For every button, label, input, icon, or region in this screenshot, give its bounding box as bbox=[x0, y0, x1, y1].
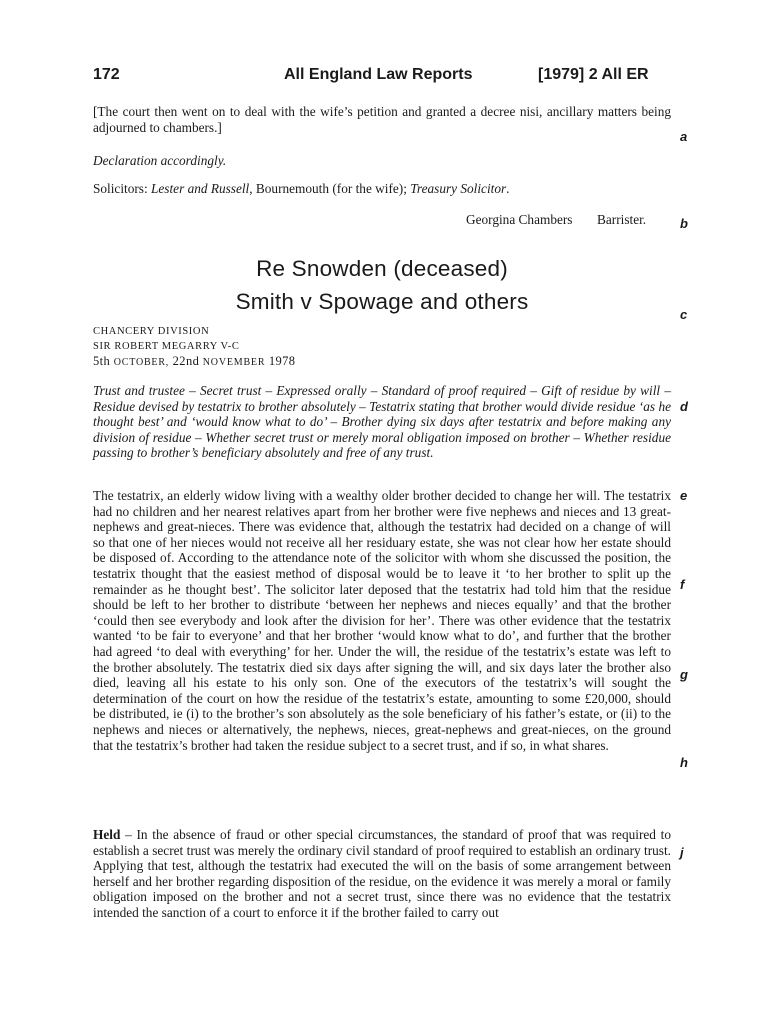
solicitors-end: . bbox=[506, 181, 510, 196]
margin-letter-c: c bbox=[680, 307, 688, 322]
headnote-facts: The testatrix, an elderly widow living with a wealthy older brother decided to change her will. The testatrix had no children and her nearest relatives apart from her brother were five nephews and nieces and 13 great-nephews and great-nieces. There was evidence that, although the testatrix had decided on a change of will so that one of her nieces would not receive all her residuary estate, she was not clear how her estate should be disposed of. According to the attendance note of the solicitor with whom she discussed the position, the testatrix thought that the easiest method of disposal would be to leave it ‘to her brother to split up the remainder as he thought best’. The solicitor later deposed that the testatrix had told him that the residue should be left to her brother to distribute ‘between her nephews and nieces equally’ and that the brother ‘could then see everybody and look after the division for her’. There was other evidence that the testatrix wanted ‘to be fair to everyone’ and that her brother ‘would know what to do’, and further that the brother had agreed ‘to deal with everything’ for her. Under the will, the residue of the testatrix’s estate was left to the brother absolutely. The testatrix died six days after signing the will, and six days later the brother also died, leaving all his estate to his only son. One of the executors of the testatrix’s will sought the determination of the court on how the residue of the testatrix’s estate, amounting to some £20,000, should be distributed, ie (i) to the brother’s son absolutely as the sole beneficiary of his father’s estate, or (ii) to the nephews and nieces or alternatively, the nephews, nieces, great-nephews and great-nieces, on the ground that the testatrix’s brother had taken the residue subject to a secret trust, and if so, in what shares. bbox=[93, 488, 671, 753]
date-day-1: 5th bbox=[93, 354, 111, 368]
reporter-name: Georgina Chambers bbox=[466, 212, 573, 227]
declaration-line: Declaration accordingly. bbox=[93, 153, 227, 168]
margin-letter-b: b bbox=[680, 216, 688, 231]
held-paragraph bbox=[93, 827, 671, 921]
margin-letter-d: d bbox=[680, 399, 688, 414]
report-title: All England Law Reports bbox=[284, 66, 473, 83]
reporter-role: Barrister. bbox=[597, 212, 647, 227]
solicitors-middle: , Bournemouth (for the wife); bbox=[249, 181, 411, 196]
solicitors-treasury: Treasury Solicitor bbox=[410, 181, 507, 196]
margin-letter-h: h bbox=[680, 755, 688, 770]
solicitors-firm: Lester and Russell bbox=[151, 181, 250, 196]
held-text: – In the absence of fraud or other special circumstances, the standard of proof that was required to establish a secret trust was merely the ordinary civil standard of proof required to establish an ordinary trust. Applying that test, although the testatrix had executed the will on the basis of some arrangement between herself and her brother regarding disposition of the residue, on the evidence it was merely a moral or family obligation imposed on the brother and not a secret trust, since there was no evidence that the testatrix intended the sanction of a court to enforce it if the brother failed to carry out bbox=[93, 827, 671, 920]
held-label: Held bbox=[93, 827, 121, 842]
hearing-dates bbox=[93, 354, 295, 369]
page-number: 172 bbox=[93, 66, 120, 83]
margin-letter-f: f bbox=[680, 577, 685, 592]
margin-letter-g: g bbox=[680, 667, 688, 682]
judge-name: SIR ROBERT MEGARRY V-C bbox=[93, 341, 240, 352]
solicitors-line bbox=[93, 181, 671, 197]
catchwords: Trust and trustee – Secret trust – Expressed orally – Standard of proof required – Gift of residue by will – Residue devised by testatrix to brother absolutely – Testatrix stating that brother would divide residue ‘as he thought best’ and ‘would know what to do’ – Brother dying six days after testatrix and before making any division of residue – Whether secret trust or merely moral obligation imposed on brother – Whether residue passing to brother’s beneficiary absolutely and free of any trust. bbox=[93, 383, 671, 461]
date-month-2: NOVEMBER bbox=[202, 357, 266, 368]
date-year: 1978 bbox=[268, 354, 296, 368]
closing-note: [The court then went on to deal with the wife’s petition and granted a decree nisi, ancillary matters being adjourned to chambers.] bbox=[93, 104, 671, 135]
court-division: CHANCERY DIVISION bbox=[93, 326, 210, 337]
date-month-1: OCTOBER, bbox=[113, 357, 170, 368]
case-title: Re Snowden (deceased) bbox=[256, 256, 508, 281]
report-citation: [1979] 2 All ER bbox=[538, 66, 649, 83]
margin-letter-j: j bbox=[680, 845, 684, 860]
solicitors-prefix: Solicitors: bbox=[93, 181, 151, 196]
margin-letter-e: e bbox=[680, 488, 688, 503]
case-subtitle: Smith v Spowage and others bbox=[235, 289, 529, 314]
margin-letter-a: a bbox=[680, 129, 688, 144]
date-day-2: 22nd bbox=[172, 354, 200, 368]
